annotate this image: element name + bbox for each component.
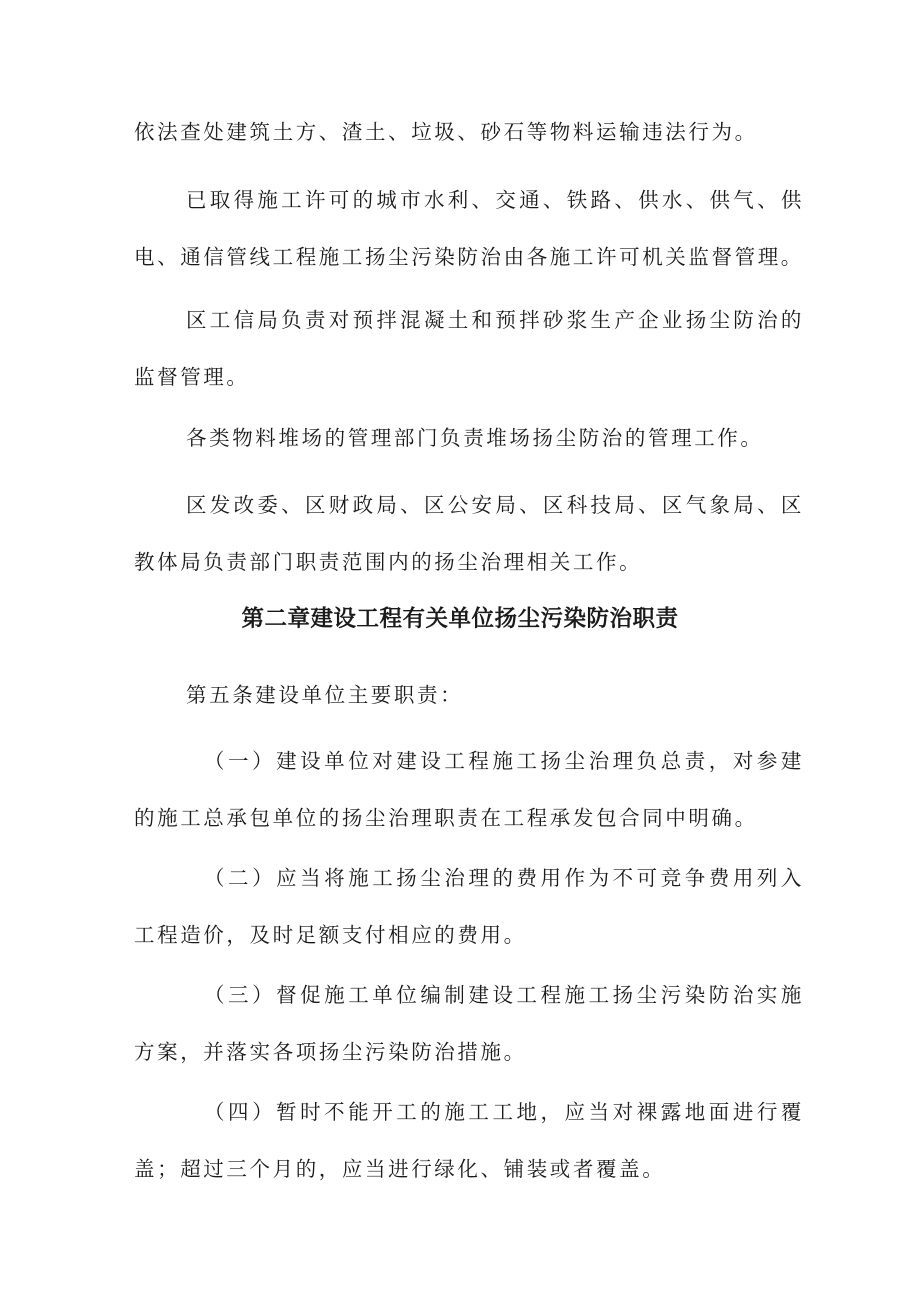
item-1: （一）建设单位对建设工程施工扬尘治理负总责，对参建的施工总承包单位的扬尘治理职责在工程承发包合同中明确。 xyxy=(134,749,804,830)
paragraph-4: 各类物料堆场的管理部门负责堆场扬尘防治的管理工作。 xyxy=(186,426,764,450)
paragraph-2: 已取得施工许可的城市水利、交通、铁路、供水、供气、供电、通信管线工程施工扬尘污染防治由各施工许可机关监督管理。 xyxy=(134,188,804,269)
item-2: （二）应当将施工扬尘治理的费用作为不可竞争费用列入工程造价，及时足额支付相应的费用。 xyxy=(134,866,804,947)
paragraph-3: 区工信局负责对预拌混凝土和预拌砂浆生产企业扬尘防治的监督管理。 xyxy=(134,308,804,389)
item-3: （三）督促施工单位编制建设工程施工扬尘污染防治实施方案，并落实各项扬尘污染防治措施。 xyxy=(134,983,804,1064)
paragraph-1: 依法查处建筑土方、渣土、垃圾、砂石等物料运输违法行为。 xyxy=(134,120,758,144)
chapter-heading: 第二章建设工程有关单位扬尘污染防治职责 xyxy=(241,606,679,632)
paragraph-5: 区发改委、区财政局、区公安局、区科技局、区气象局、区教体局负责部门职责范围内的扬尘治理相关工作。 xyxy=(134,493,804,574)
item-4: （四）暂时不能开工的施工工地，应当对裸露地面进行覆盖；超过三个月的，应当进行绿化、铺装或者覆盖。 xyxy=(134,1100,804,1181)
article-title: 第五条建设单位主要职责： xyxy=(186,683,464,707)
